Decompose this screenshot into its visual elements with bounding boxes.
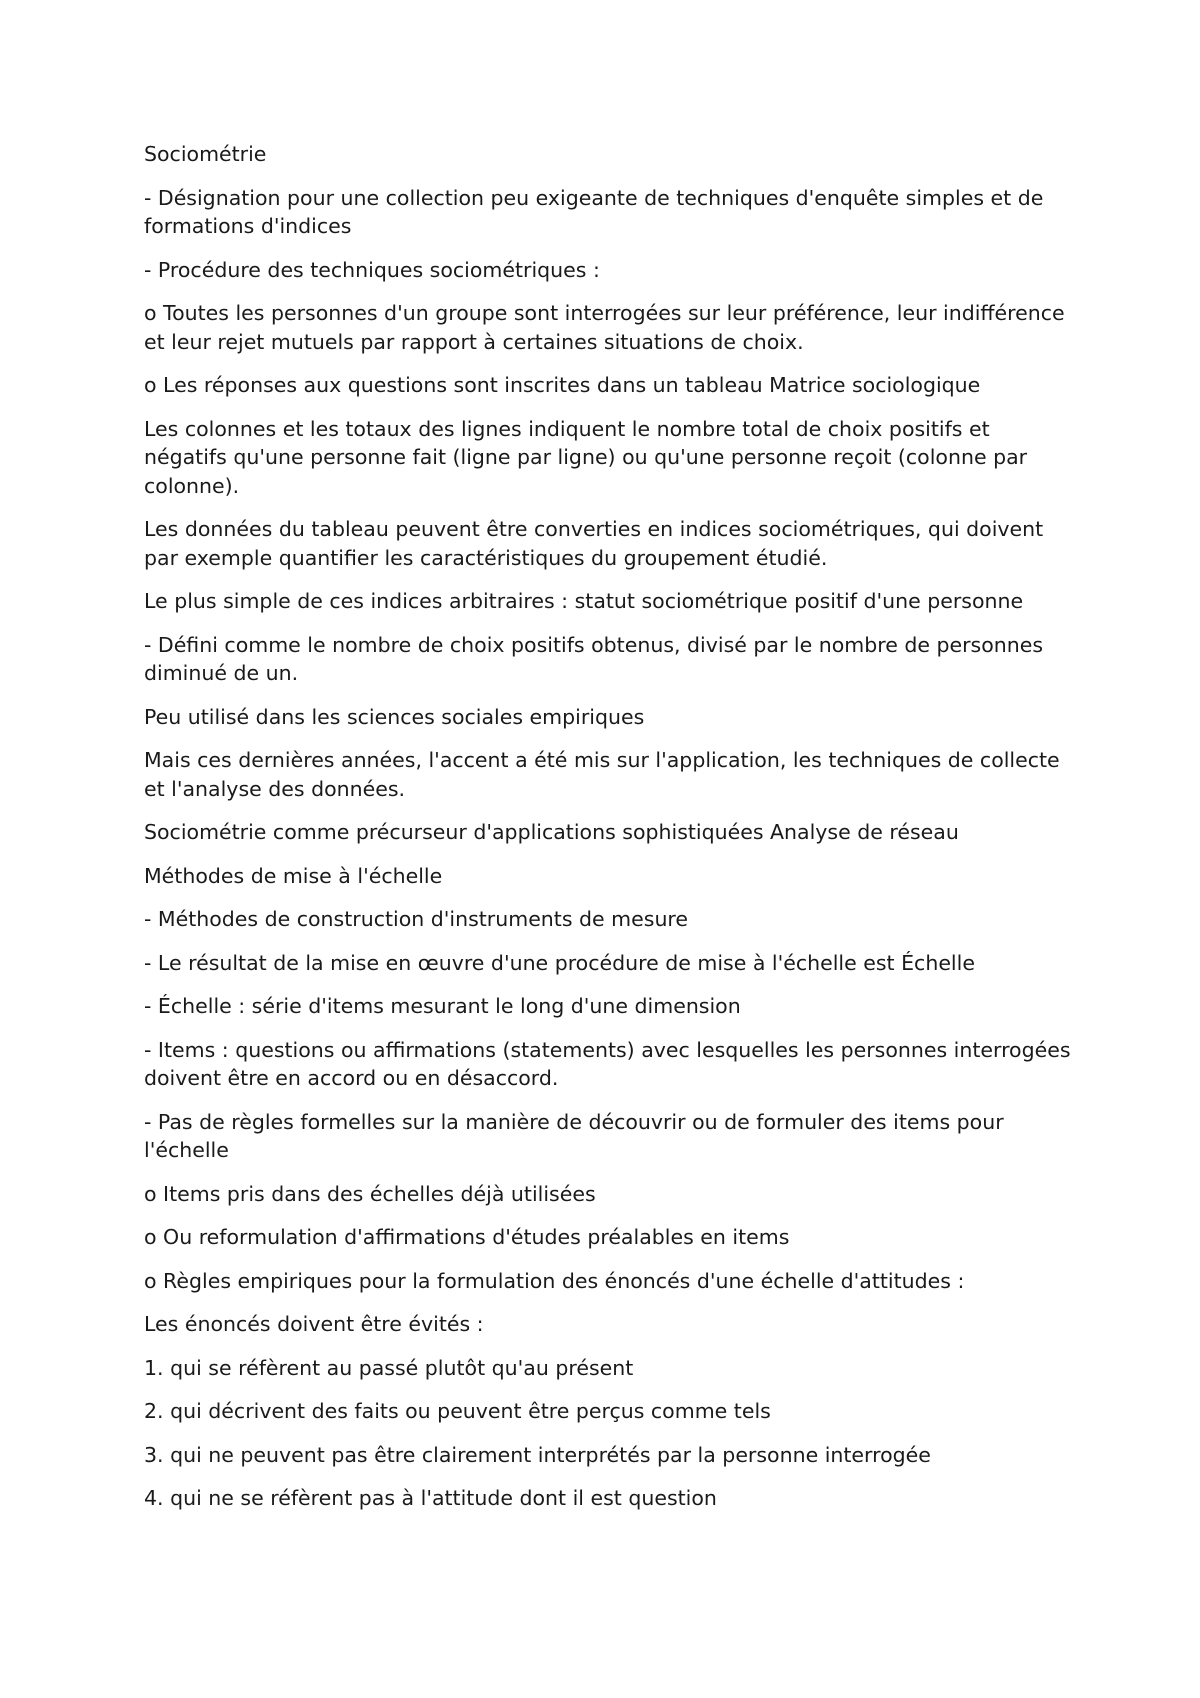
paragraph: Sociométrie comme précurseur d'applications sophistiquées Analyse de réseau <box>144 820 959 844</box>
paragraph: Les colonnes et les totaux des lignes indiquent le nombre total de choix positifs et négatifs qu'une personne fait (ligne par ligne) ou qu'une personne reçoit (colonne par colonne). <box>144 416 1028 498</box>
paragraph: - Le résultat de la mise en œuvre d'une procédure de mise à l'échelle est Échelle <box>144 950 975 975</box>
paragraph: o Toutes les personnes d'un groupe sont interrogées sur leur préférence, leur indifférence et leur rejet mutuels par rapport à certaines situations de choix. <box>144 301 1065 354</box>
list-item: 2. qui décrivent des faits ou peuvent être perçus comme tels <box>144 1399 771 1423</box>
document-title: Sociométrie <box>144 142 267 166</box>
list-item: 3. qui ne peuvent pas être clairement interprétés par la personne interrogée <box>144 1442 931 1467</box>
paragraph: o Items pris dans des échelles déjà utilisées <box>144 1181 596 1206</box>
paragraph: Mais ces dernières années, l'accent a été mis sur l'application, les techniques de collecte et l'analyse des données. <box>144 748 1060 801</box>
paragraph: o Ou reformulation d'affirmations d'études préalables en items <box>144 1225 790 1249</box>
paragraph: - Méthodes de construction d'instruments de mesure <box>144 907 689 931</box>
paragraph: - Échelle : série d'items mesurant le long d'une dimension <box>144 994 741 1018</box>
paragraph: o Règles empiriques pour la formulation des énoncés d'une échelle d'attitudes : <box>144 1268 965 1293</box>
paragraph: Peu utilisé dans les sciences sociales empiriques <box>144 704 645 729</box>
paragraph: o Les réponses aux questions sont inscrites dans un tableau Matrice sociologique <box>144 373 981 397</box>
paragraph: - Désignation pour une collection peu exigeante de techniques d'enquête simples et de formations d'indices <box>144 185 1044 238</box>
paragraph: - Procédure des techniques sociométriques : <box>144 257 600 282</box>
paragraph: Les énoncés doivent être évités : <box>144 1312 484 1336</box>
list-item: 1. qui se réfèrent au passé plutôt qu'au présent <box>144 1355 634 1380</box>
paragraph: - Items : questions ou affirmations (statements) avec lesquelles les personnes interrogées doivent être en accord ou en désaccord. <box>144 1037 1071 1090</box>
paragraph: Le plus simple de ces indices arbitraires : statut sociométrique positif d'une personne <box>144 589 1024 613</box>
section-heading: Méthodes de mise à l'échelle <box>144 863 443 888</box>
paragraph: Les données du tableau peuvent être converties en indices sociométriques, qui doivent par exemple quantifier les caractéristiques du groupement étudié. <box>144 517 1044 570</box>
list-item: 4. qui ne se réfèrent pas à l'attitude dont il est question <box>144 1486 717 1510</box>
paragraph: - Défini comme le nombre de choix positifs obtenus, divisé par le nombre de personnes diminué de un. <box>144 632 1044 685</box>
document-body <box>144 140 1074 1528</box>
paragraph: - Pas de règles formelles sur la manière de découvrir ou de formuler des items pour l'échelle <box>144 1109 1004 1162</box>
